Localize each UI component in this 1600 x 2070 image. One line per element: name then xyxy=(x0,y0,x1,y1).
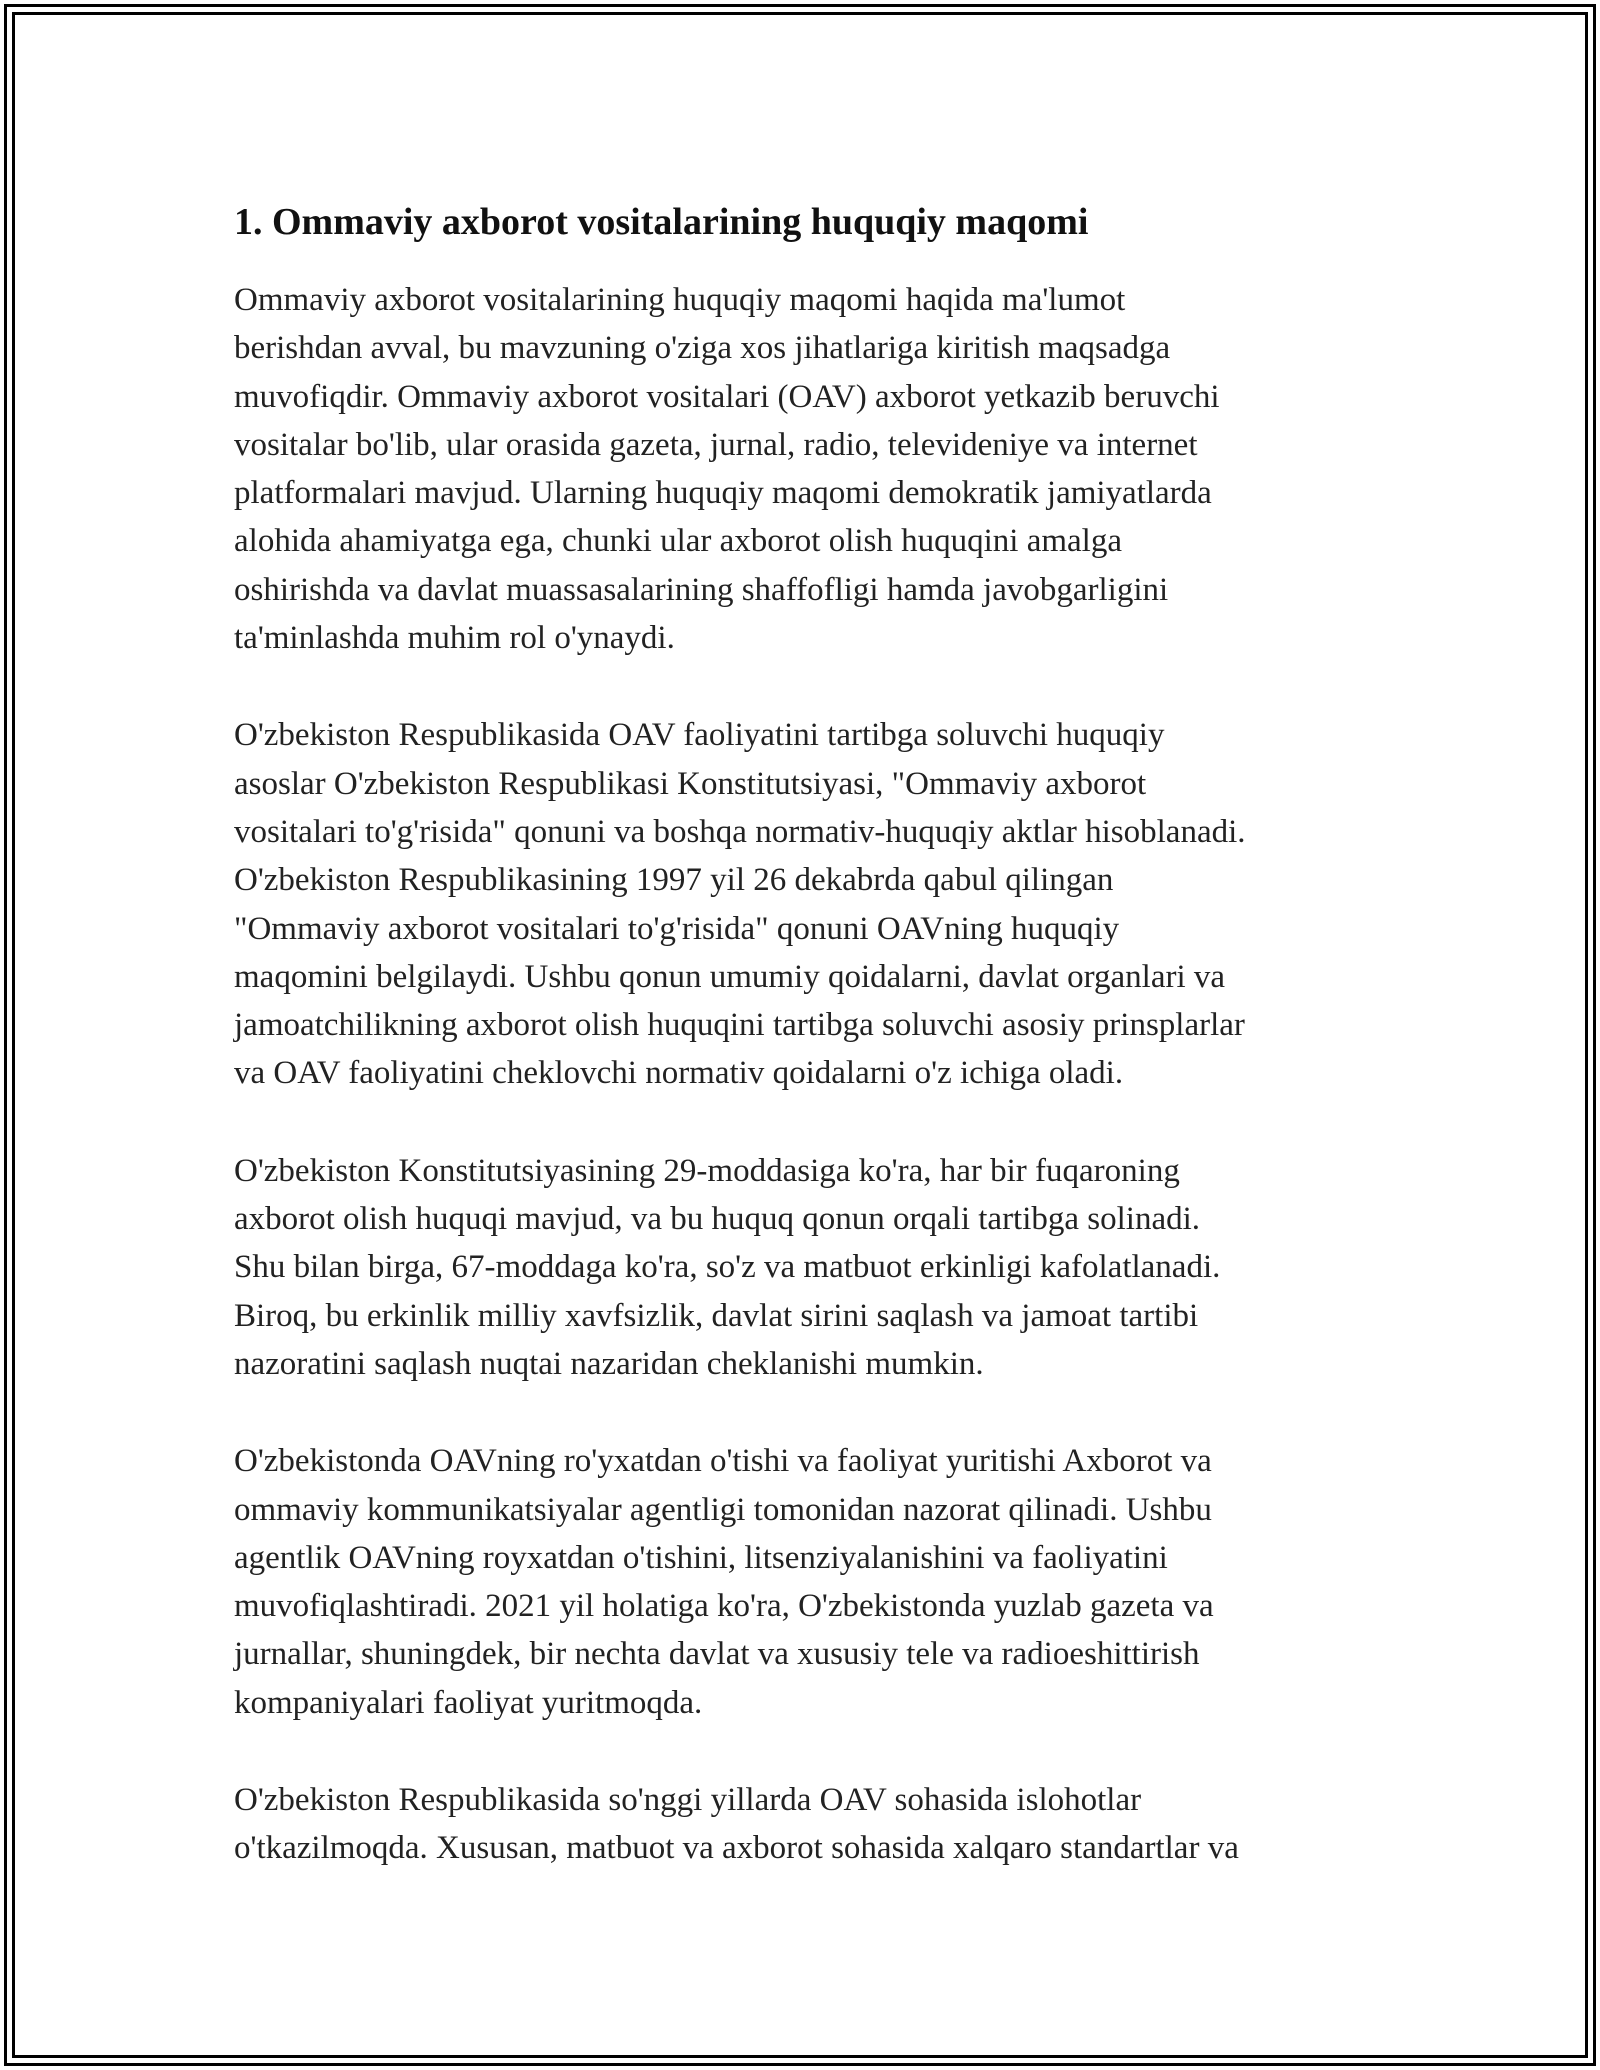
text-line: axborot olish huquqi mavjud, va bu huquq qonun orqali tartibga solinadi. xyxy=(234,1201,1201,1238)
text-line: O'zbekiston Respublikasida so'nggi yillarda OAV sohasida islohotlar xyxy=(234,1782,1142,1819)
text-line: asoslar O'zbekiston Respublikasi Konstitutsiyasi, "Ommaviy axborot xyxy=(234,765,1147,802)
text-line: O'zbekiston Respublikasining 1997 yil 26 dekabrda qabul qilingan xyxy=(234,862,1114,899)
text-line: vositalar bo'lib, ular orasida gazeta, jurnal, radio, televideniye va internet xyxy=(234,426,1198,463)
document-page xyxy=(4,4,1596,2066)
text-line: platformalari mavjud. Ularning huquqiy maqomi demokratik jamiyatlarda xyxy=(234,475,1212,512)
text-line: agentlik OAVning royxatdan o'tishini, litsenziyalanishini va faoliyatini xyxy=(234,1539,1168,1576)
text-line: alohida ahamiyatga ega, chunki ular axborot olish huquqini amalga xyxy=(234,523,1122,560)
paragraph xyxy=(234,276,1374,662)
text-line: Ommaviy axborot vositalarining huquqiy maqomi haqida ma'lumot xyxy=(234,282,1126,318)
paragraph xyxy=(234,1147,1374,1388)
paragraph xyxy=(234,1776,1374,1873)
text-line: kompaniyalari faoliyat yuritmoqda. xyxy=(234,1684,703,1721)
text-line: O'zbekiston Respublikasida OAV faoliyatini tartibga soluvchi huquqiy xyxy=(234,717,1165,754)
text-line: oshirishda va davlat muassasalarining shaffofligi hamda javobgarligini xyxy=(234,571,1169,608)
text-line: muvofiqlashtiradi. 2021 yil holatiga ko'ra, O'zbekistonda yuzlab gazeta va xyxy=(234,1588,1214,1625)
text-line: maqomini belgilaydi. Ushbu qonun umumiy qoidalarni, davlat organlari va xyxy=(234,958,1226,995)
text-line: "Ommaviy axborot vositalari to'g'risida" qonuni OAVning huquqiy xyxy=(234,910,1120,947)
paragraph xyxy=(234,1437,1374,1727)
section-heading: 1. Ommaviy axborot vositalarining huquqiy maqomi xyxy=(234,201,1089,243)
text-line: va OAV faoliyatini cheklovchi normativ qoidalarni o'z ichiga oladi. xyxy=(234,1055,1124,1092)
text-line: jurnallar, shuningdek, bir nechta davlat va xususiy tele va radioeshittirish xyxy=(234,1636,1200,1673)
text-line: nazoratini saqlash nuqtai nazaridan cheklanishi mumkin. xyxy=(234,1345,984,1382)
text-line: berishdan avval, bu mavzuning o'ziga xos jihatlariga kiritish maqsadga xyxy=(234,330,1171,367)
text-line: o'tkazilmoqda. Xususan, matbuot va axborot sohasida xalqaro standartlar va xyxy=(234,1830,1239,1867)
text-line: O'zbekiston Konstitutsiyasining 29-moddasiga ko'ra, har bir fuqaroning xyxy=(234,1152,1180,1189)
text-line: Shu bilan birga, 67-moddaga ko'ra, so'z va matbuot erkinligi kafolatlanadi. xyxy=(234,1249,1221,1286)
document-content xyxy=(234,190,1374,1922)
text-line: O'zbekistonda OAVning ro'yxatdan o'tishi va faoliyat yuritishi Axborot va xyxy=(234,1443,1212,1480)
text-line: ta'minlashda muhim rol o'ynaydi. xyxy=(234,620,675,657)
paragraph xyxy=(234,711,1374,1097)
text-line: Biroq, bu erkinlik milliy xavfsizlik, davlat sirini saqlash va jamoat tartibi xyxy=(234,1297,1199,1334)
text-line: jamoatchilikning axborot olish huquqini tartibga soluvchi asosiy prinsplarlar xyxy=(234,1007,1245,1044)
text-line: ommaviy kommunikatsiyalar agentligi tomonidan nazorat qilinadi. Ushbu xyxy=(234,1491,1212,1528)
text-line: muvofiqdir. Ommaviy axborot vositalari (OAV) axborot yetkazib beruvchi xyxy=(234,378,1220,415)
text-line: vositalari to'g'risida" qonuni va boshqa normativ-huquqiy aktlar hisoblanadi. xyxy=(234,813,1246,850)
